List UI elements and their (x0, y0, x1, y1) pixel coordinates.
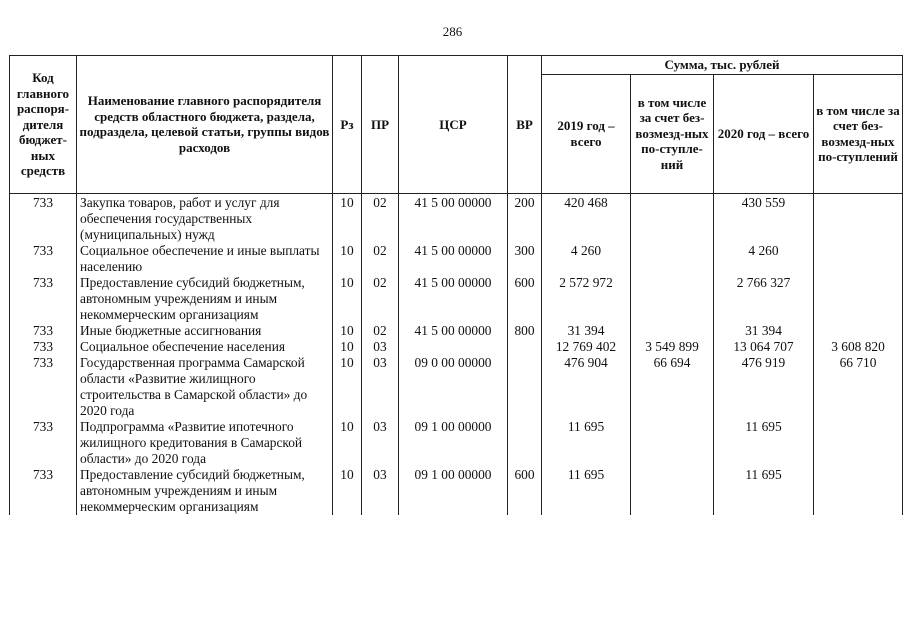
cell-vr: 300 (508, 243, 542, 275)
cell-pr: 03 (362, 419, 399, 467)
cell-name: Подпрограмма «Развитие ипотечного жилищного кредитования в Самарской области» до 2020 года (77, 419, 333, 467)
cell-code: 733 (10, 355, 77, 419)
cell-name: Иные бюджетные ассигнования (77, 323, 333, 339)
cell-2019-total: 12 769 402 (542, 339, 631, 355)
cell-2020-total: 11 695 (714, 419, 814, 467)
cell-code: 733 (10, 339, 77, 355)
cell-2019-gratis (631, 243, 714, 275)
header-2019-total: 2019 год – всего (542, 74, 631, 193)
cell-pr: 02 (362, 275, 399, 323)
header-name: Наименование главного распорядителя средств областного бюджета, раздела, подраздела, целевой статьи, группы видов расходов (77, 56, 333, 194)
cell-name: Закупка товаров, работ и услуг для обеспечения государственных (муниципальных) нужд (77, 193, 333, 243)
cell-2020-total: 2 766 327 (714, 275, 814, 323)
table-row (10, 355, 903, 419)
cell-name: Предоставление субсидий бюджетным, автономным учреждениям и иным некоммерческим организациям (77, 467, 333, 515)
cell-name: Социальное обеспечение и иные выплаты населению (77, 243, 333, 275)
cell-name: Предоставление субсидий бюджетным, автономным учреждениям и иным некоммерческим организациям (77, 275, 333, 323)
cell-name: Социальное обеспечение населения (77, 339, 333, 355)
cell-2019-gratis (631, 275, 714, 323)
cell-rz: 10 (333, 355, 362, 419)
cell-2020-total: 31 394 (714, 323, 814, 339)
table-header (10, 56, 903, 194)
header-vr: ВР (508, 56, 542, 194)
cell-csr: 41 5 00 00000 (399, 275, 508, 323)
header-code: Код главного распоря-дителя бюджет-ных средств (10, 56, 77, 194)
cell-2019-gratis: 66 694 (631, 355, 714, 419)
cell-2020-gratis: 3 608 820 (814, 339, 903, 355)
cell-rz: 10 (333, 275, 362, 323)
cell-code: 733 (10, 275, 77, 323)
header-sum-group: Сумма, тыс. рублей (542, 56, 903, 75)
cell-rz: 10 (333, 467, 362, 515)
cell-2020-gratis (814, 323, 903, 339)
cell-code: 733 (10, 243, 77, 275)
header-2019-gratis: в том числе за счет без-возмезд-ных по-ступле-ний (631, 74, 714, 193)
cell-2020-gratis (814, 243, 903, 275)
cell-2019-total: 4 260 (542, 243, 631, 275)
page-number: 286 (442, 24, 463, 39)
cell-2019-total: 476 904 (542, 355, 631, 419)
cell-2019-total: 11 695 (542, 467, 631, 515)
cell-rz: 10 (333, 243, 362, 275)
cell-2019-gratis (631, 467, 714, 515)
cell-code: 733 (10, 323, 77, 339)
cell-name: Государственная программа Самарской области «Развитие жилищного строительства в Самарской области» до 2020 года (77, 355, 333, 419)
cell-2020-total: 13 064 707 (714, 339, 814, 355)
cell-2020-gratis (814, 467, 903, 515)
cell-2019-gratis (631, 323, 714, 339)
cell-rz: 10 (333, 323, 362, 339)
cell-csr: 41 5 00 00000 (399, 323, 508, 339)
cell-2019-total: 31 394 (542, 323, 631, 339)
cell-code: 733 (10, 193, 77, 243)
table-row (10, 339, 903, 355)
cell-pr: 02 (362, 243, 399, 275)
cell-vr: 600 (508, 275, 542, 323)
table-row (10, 275, 903, 323)
cell-pr: 02 (362, 323, 399, 339)
cell-2020-total: 11 695 (714, 467, 814, 515)
cell-2019-total: 2 572 972 (542, 275, 631, 323)
cell-pr: 03 (362, 467, 399, 515)
cell-2020-gratis (814, 275, 903, 323)
cell-2019-total: 420 468 (542, 193, 631, 243)
table-row (10, 323, 903, 339)
cell-code: 733 (10, 467, 77, 515)
header-csr: ЦСР (399, 56, 508, 194)
cell-vr: 800 (508, 323, 542, 339)
cell-code: 733 (10, 419, 77, 467)
cell-2019-gratis: 3 549 899 (631, 339, 714, 355)
header-2020-gratis: в том числе за счет без-возмезд-ных по-ступлений (814, 74, 903, 193)
cell-csr: 09 0 00 00000 (399, 355, 508, 419)
cell-rz: 10 (333, 419, 362, 467)
cell-vr (508, 339, 542, 355)
cell-csr: 41 5 00 00000 (399, 193, 508, 243)
cell-2020-total: 476 919 (714, 355, 814, 419)
table-row (10, 243, 903, 275)
table-row (10, 467, 903, 515)
cell-2020-total: 430 559 (714, 193, 814, 243)
header-2020-total: 2020 год – всего (714, 74, 814, 193)
header-rz: Рз (333, 56, 362, 194)
cell-2019-gratis (631, 419, 714, 467)
cell-2020-gratis (814, 419, 903, 467)
cell-2019-gratis (631, 193, 714, 243)
cell-csr: 09 1 00 00000 (399, 419, 508, 467)
cell-csr: 41 5 00 00000 (399, 243, 508, 275)
budget-table (9, 55, 903, 515)
cell-rz: 10 (333, 339, 362, 355)
header-pr: ПР (362, 56, 399, 194)
cell-2020-gratis: 66 710 (814, 355, 903, 419)
cell-vr: 600 (508, 467, 542, 515)
cell-pr: 03 (362, 355, 399, 419)
cell-vr (508, 355, 542, 419)
table-body (10, 193, 903, 515)
table-row (10, 193, 903, 243)
cell-csr: 09 1 00 00000 (399, 467, 508, 515)
cell-pr: 02 (362, 193, 399, 243)
table-row (10, 419, 903, 467)
cell-vr: 200 (508, 193, 542, 243)
cell-2020-gratis (814, 193, 903, 243)
cell-2020-total: 4 260 (714, 243, 814, 275)
cell-vr (508, 419, 542, 467)
cell-2019-total: 11 695 (542, 419, 631, 467)
cell-csr (399, 339, 508, 355)
cell-rz: 10 (333, 193, 362, 243)
cell-pr: 03 (362, 339, 399, 355)
